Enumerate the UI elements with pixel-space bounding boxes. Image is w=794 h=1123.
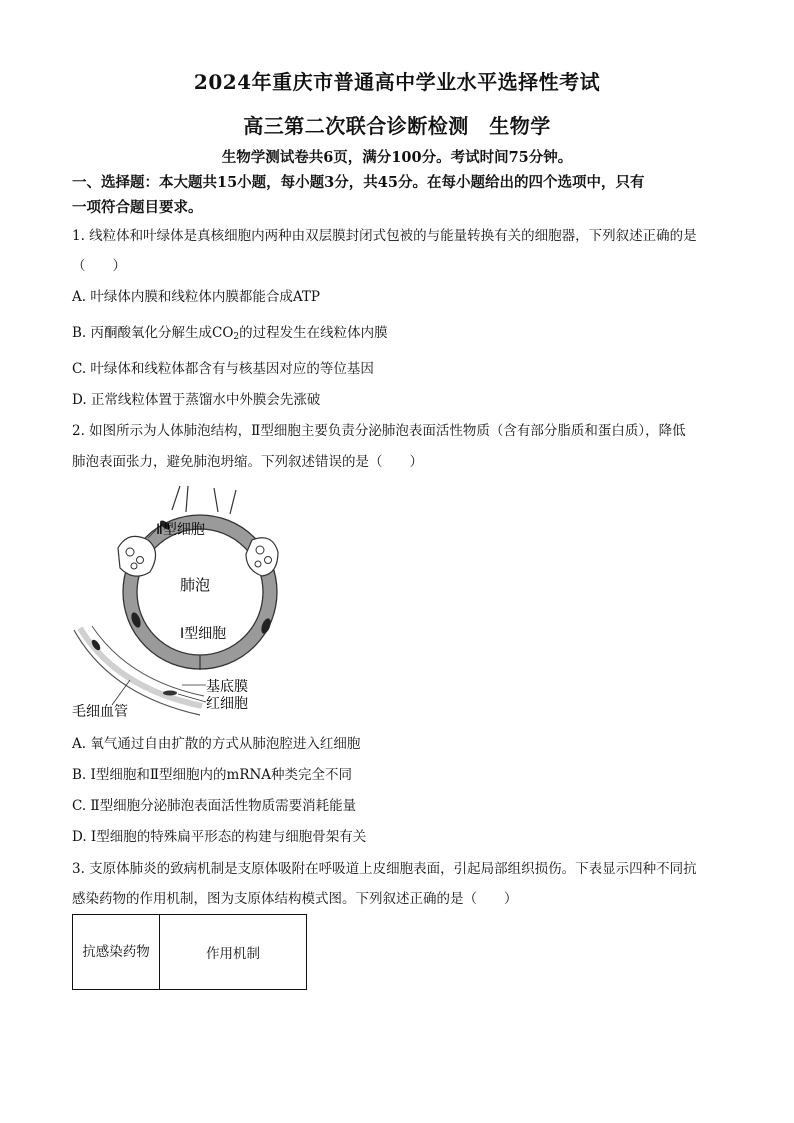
- q1-option-b-sub: 2: [233, 332, 240, 342]
- q1-option-b-pre: B. 丙酮酸氧化分解生成: [72, 325, 213, 341]
- type2-cell-left: [118, 536, 156, 576]
- exam-title-line2: 高三第二次联合诊断检测 生物学: [243, 114, 551, 138]
- q2-option-c: C. Ⅱ型细胞分泌肺泡表面活性物质需要消耗能量: [72, 798, 357, 814]
- table-header-mechanism: 作用机制: [160, 915, 307, 990]
- leader-capillary: [112, 680, 130, 705]
- label-type2-cell: Ⅱ型细胞: [156, 522, 205, 538]
- q2-stem-line1: 2. 如图所示为人体肺泡结构，Ⅱ型细胞主要负责分泌肺泡表面活性物质（含有部分脂质和蛋白质），降低: [72, 423, 686, 439]
- q2-option-d: D. Ⅰ型细胞的特殊扁平形态的构建与细胞骨架有关: [72, 829, 367, 845]
- q1-option-b-post: 的过程发生在线粒体内膜: [239, 325, 388, 341]
- table-header-drug: 抗感染药物: [73, 915, 160, 990]
- q1-option-c: C. 叶绿体和线粒体都含有与核基因对应的等位基因: [72, 361, 374, 377]
- q3-stem-line1: 3. 支原体肺炎的致病机制是支原体吸附在呼吸道上皮细胞表面，引起局部组织损伤。下表显示四种不同抗: [72, 861, 697, 877]
- q1-option-d: D. 正常线粒体置于蒸馏水中外膜会先涨破: [72, 392, 321, 408]
- q2-option-a: A. 氧气通过自由扩散的方式从肺泡腔进入红细胞: [72, 736, 361, 752]
- alveolar-duct-right: [214, 488, 236, 514]
- label-basement-membrane: 基底膜: [206, 679, 248, 695]
- label-type1-cell: Ⅰ型细胞: [180, 626, 227, 642]
- section-heading-line2: 一项符合题目要求。: [72, 199, 203, 216]
- label-capillary: 毛细血管: [72, 704, 128, 720]
- label-alveolus: 肺泡: [180, 576, 211, 594]
- q1-option-b-chem: CO: [212, 325, 234, 341]
- section-heading-line1: 一、选择题：本大题共15小题，每小题3分，共45分。在每小题给出的四个选项中，只有: [72, 174, 645, 191]
- q1-stem-line2: （ ）: [72, 258, 126, 274]
- label-red-blood-cell: 红细胞: [206, 696, 248, 712]
- q1-option-b: [72, 323, 732, 347]
- alveolar-duct-left: [172, 486, 188, 512]
- q1-option-a: A. 叶绿体内膜和线粒体内膜都能合成ATP: [72, 289, 320, 305]
- q2-option-b: B. Ⅰ型细胞和Ⅱ型细胞内的mRNA种类完全不同: [72, 767, 353, 783]
- red-blood-cell: [163, 691, 177, 696]
- alveolus-figure: [70, 480, 280, 725]
- exam-subtitle: 生物学测试卷共6页，满分100分。考试时间75分钟。: [221, 149, 573, 166]
- exam-title-line1: 2024年重庆市普通高中学业水平选择性考试: [193, 70, 601, 94]
- table-header-row: [73, 915, 307, 990]
- drug-mechanism-table: [72, 914, 307, 990]
- q1-stem-line1: 1. 线粒体和叶绿体是真核细胞内两种由双层膜封闭式包被的与能量转换有关的细胞器，下列叙述正确的是: [72, 228, 697, 244]
- q3-stem-line2: 感染药物的作用机制，图为支原体结构模式图。下列叙述正确的是（ ）: [72, 891, 518, 907]
- q2-stem-line2: 肺泡表面张力，避免肺泡坍缩。下列叙述错误的是（ ）: [72, 454, 423, 470]
